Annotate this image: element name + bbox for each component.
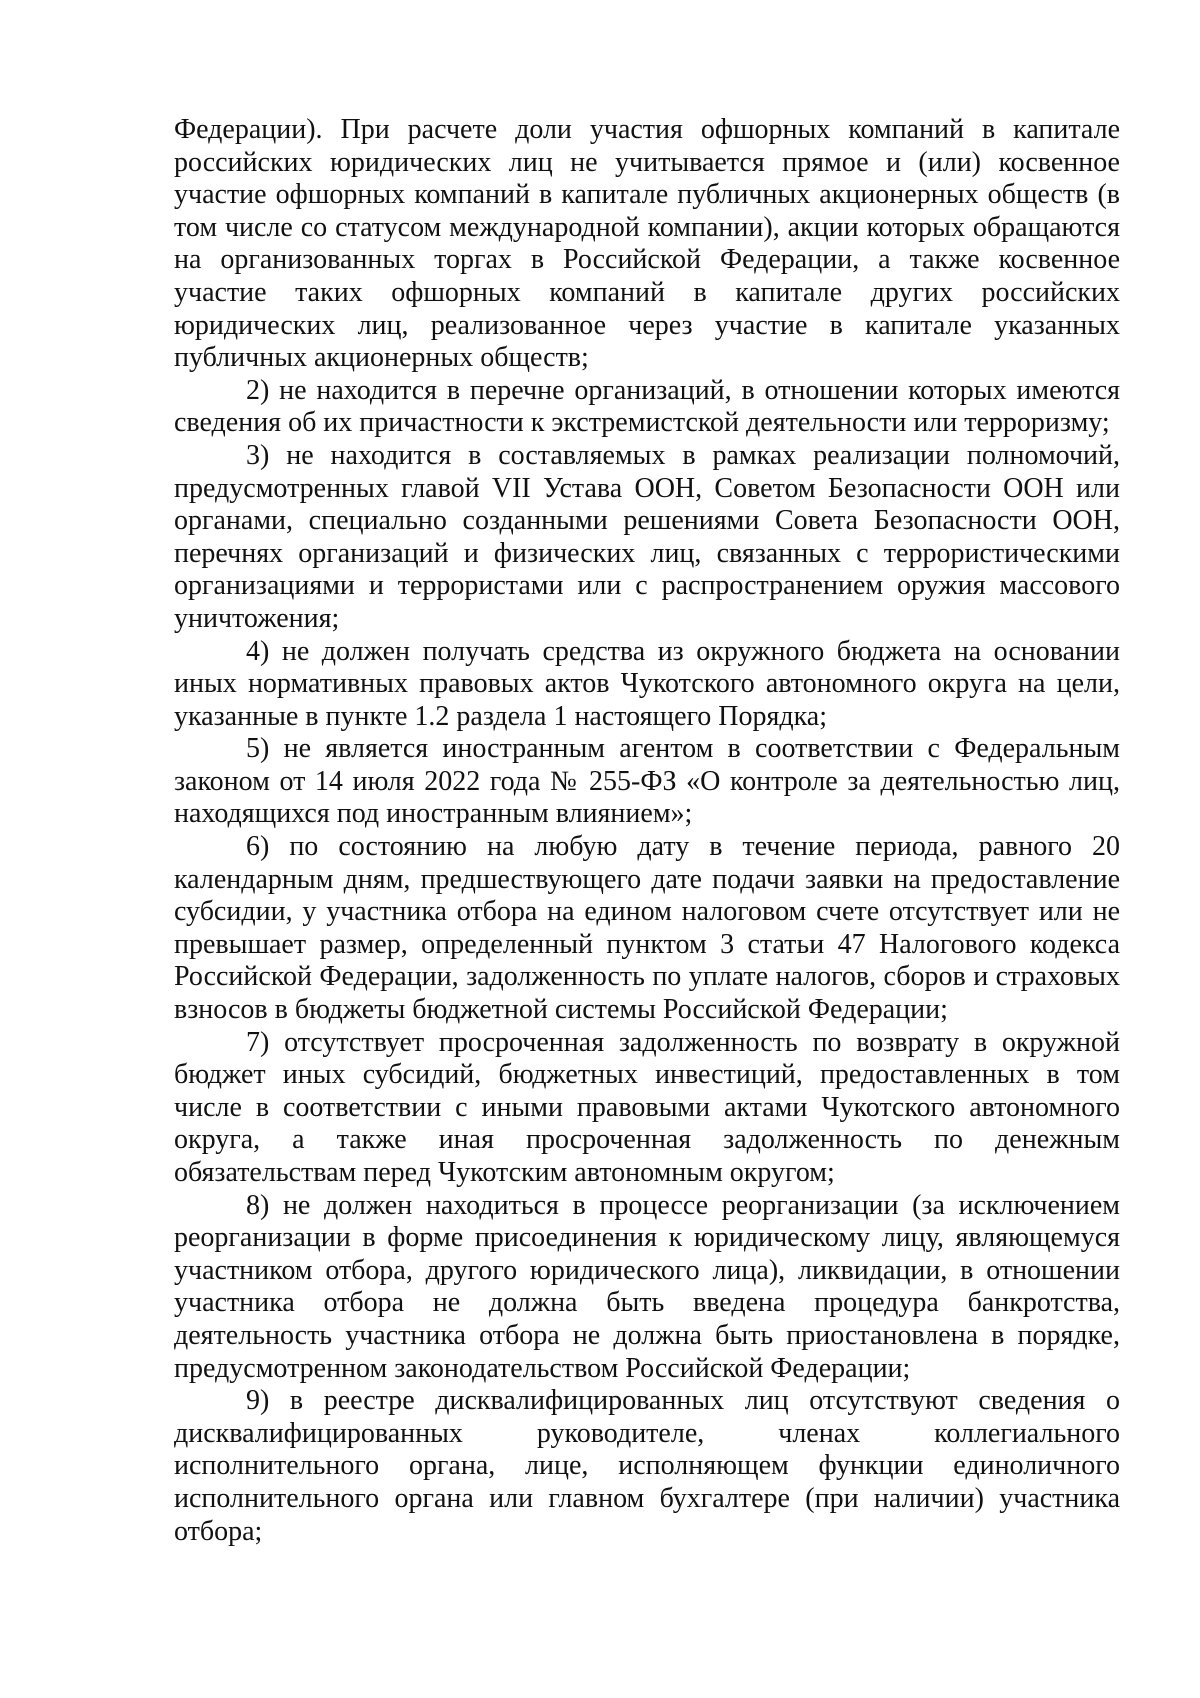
paragraph-item-7: 7) отсутствует просроченная задолженность по возврату в окружной бюджет иных субсидий, бюджетных инвестиций, предоставленных в том числе в соответствии с иными правовыми актами Чукотского автономного округа, а также иная просроченная задолженность по денежным обязательствам перед Чукотским автономным округом; xyxy=(174,1026,1120,1188)
paragraph-item-8: 8) не должен находиться в процессе реорганизации (за исключением реорганизации в форме присоединения к юридическому лицу, являющемуся участником отбора, другого юридического лица), ликвидации, в отношении участника отбора не должна быть введена процедура банкротства, деятельность участника отбора не должна быть приостановлена в порядке, предусмотренном законодательством Российской Федерации; xyxy=(174,1189,1120,1384)
paragraph-item-2: 2) не находится в перечне организаций, в отношении которых имеются сведения об их причастности к экстремистской деятельности или терроризму; xyxy=(174,374,1120,439)
paragraph-item-6: 6) по состоянию на любую дату в течение периода, равного 20 календарным дням, предшествующего дате подачи заявки на предоставление субсидии, у участника отбора на едином налоговом счете отсутствует или не превышает размер, определенный пунктом 3 статьи 47 Налогового кодекса Российской Федерации, задолженность по уплате налогов, сборов и страховых взносов в бюджеты бюджетной системы Российской Федерации; xyxy=(174,831,1120,1026)
paragraph-item-3: 3) не находится в составляемых в рамках реализации полномочий, предусмотренных главой VII Устава ООН, Советом Безопасности ООН или органами, специально созданными решениями Совета Безопасности ООН, перечнях организаций и физических лиц, связанных с террористическими организациями и террористами или с распространением оружия массового уничтожения; xyxy=(174,439,1120,634)
paragraph-item-9: 9) в реестре дисквалифицированных лиц отсутствуют сведения о дисквалифицированных руководителе, членах коллегиального исполнительного органа, лице, исполняющем функции единоличного исполнительного органа или главном бухгалтере (при наличии) участника отбора; xyxy=(174,1385,1120,1547)
document-page xyxy=(174,114,1120,1548)
paragraph-item-4: 4) не должен получать средства из окружного бюджета на основании иных нормативных правовых актов Чукотского автономного округа на цели, указанные в пункте 1.2 раздела 1 настоящего Порядка; xyxy=(174,635,1120,732)
paragraph-item-5: 5) не является иностранным агентом в соответствии с Федеральным законом от 14 июля 2022 года № 255-ФЗ «О контроле за деятельностью лиц, находящихся под иностранным влиянием»; xyxy=(174,733,1120,830)
paragraph-continuation: Федерации). При расчете доли участия офшорных компаний в капитале российских юридических лиц не учитывается прямое и (или) косвенное участие офшорных компаний в капитале публичных акционерных обществ (в том числе со статусом международной компании), акции которых обращаются на организованных торгах в Российской Федерации, а также косвенное участие таких офшорных компаний в капитале других российских юридических лиц, реализованное через участие в капитале указанных публичных акционерных обществ; xyxy=(174,114,1120,374)
